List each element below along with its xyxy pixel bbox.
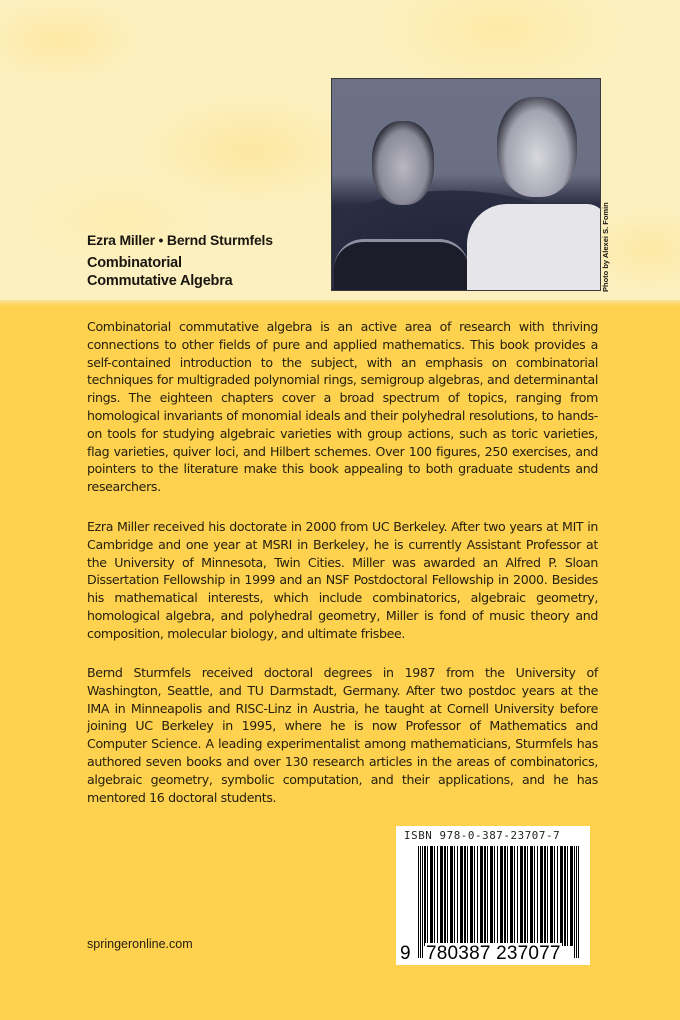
book-description: Combinatorial commutative algebra is an active area of research with thriving connections to other fields of pure and applied mathematics. This book provides a self-contained introduction to the subject, with an emphasis on combinatorial techniques for multigraded polynomial rings, semigroup algebras, and determinantal rings. The eighteen chapters cover a broad spectrum of topics, ranging from homological invariants of monomial ideals and their polyhedral resolutions, to hands-on tools for studying algebraic varieties with group actions, such as toric varieties, flag varieties, quiver loci, and Hilbert schemes. Over 100 figures, 250 exercises, and pointers to the literature make this book appealing to both graduate students and researchers.	[87, 319, 598, 495]
photo-person-right	[497, 97, 577, 197]
book-title-line-1: Combinatorial	[87, 255, 182, 271]
author-photo	[331, 78, 601, 291]
band-divider	[0, 300, 680, 306]
barcode	[424, 846, 574, 946]
photo-person-left	[372, 121, 434, 205]
barcode-guard-right	[574, 846, 579, 958]
author-names: Ezra Miller • Bernd Sturmfels	[87, 232, 273, 248]
isbn-barcode-box	[396, 826, 590, 965]
photo-person-left-body	[334, 239, 469, 291]
barcode-guard-left	[418, 846, 423, 958]
author-bio-miller: Ezra Miller received his doctorate in 2000 from UC Berkeley. After two years at MIT in Cambridge and one year at MSRI in Berkeley, he is currently Assistant Professor at the University of Minnesota, Twin Cities. Miller was awarded an Alfred P. Sloan Dissertation Fellowship in 1999 and an NSF Postdoctoral Fellowship in 2000. Besides his mathematical interests, which include combinatorics, algebraic geometry, homological algebra, and polyhedral geometry, Miller is fond of music theory and composition, molecular biology, and ultimate frisbee.	[87, 519, 598, 641]
author-bio-sturmfels: Bernd Sturmfels received doctoral degrees in 1987 from the University of Washington, Seattle, and TU Darmstadt, Germany. After two postdoc years at the IMA in Minneapolis and RISC-Linz in Austria, he taught at Cornell University before joining UC Berkeley in 1995, where he is now Professor of Mathematics and Computer Science. A leading experimentalist among mathematicians, Sturmfels has authored seven books and over 130 research articles in the areas of combinatorics, algebraic geometry, symbolic computation, and their applications, and he has mentored 16 doctoral students.	[87, 665, 598, 805]
ean-remaining-digits: 780387 237077	[426, 943, 561, 964]
book-title-line-2: Commutative Algebra	[87, 273, 233, 289]
photo-credit: Photo by Alexei S. Fomin	[601, 202, 610, 292]
book-title	[87, 254, 233, 290]
isbn-label: ISBN 978-0-387-23707-7	[404, 829, 561, 842]
publisher-url: springeronline.com	[87, 937, 193, 951]
photo-person-right-body	[467, 204, 601, 291]
ean-first-digit: 9	[400, 943, 411, 964]
